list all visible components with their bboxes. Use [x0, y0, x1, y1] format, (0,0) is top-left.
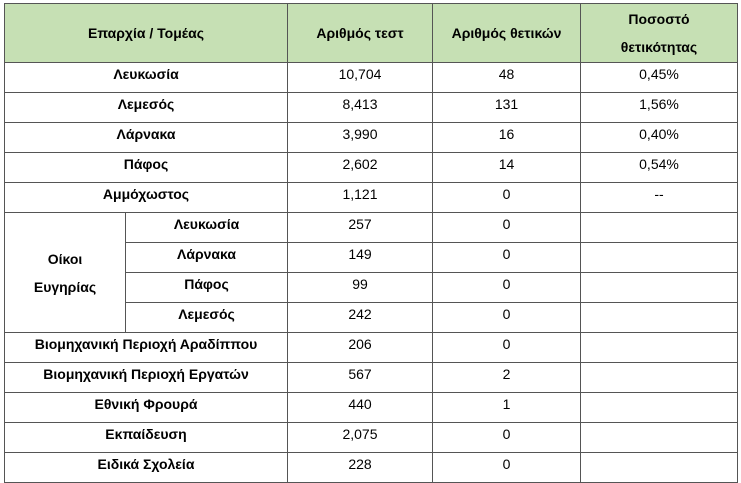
positivity-rate	[581, 453, 738, 483]
positivity-rate: 0,40%	[581, 123, 738, 153]
sector-name: Βιομηχανική Περιοχή Αραδίππου	[5, 333, 288, 363]
sector-name: Εθνική Φρουρά	[5, 393, 288, 423]
tests-count: 3,990	[288, 123, 433, 153]
care-homes-group-label	[5, 213, 126, 333]
region-name: Πάφος	[5, 153, 288, 183]
positivity-rate	[581, 273, 738, 303]
positives-count: 1	[433, 393, 581, 423]
header-positives: Αριθμός θετικών	[433, 4, 581, 63]
testing-results-table	[4, 3, 738, 483]
tests-count: 1,121	[288, 183, 433, 213]
positivity-rate	[581, 303, 738, 333]
positives-count: 0	[433, 423, 581, 453]
care-home-district: Λευκωσία	[126, 213, 288, 243]
tests-count: 206	[288, 333, 433, 363]
tests-count: 440	[288, 393, 433, 423]
tests-count: 99	[288, 273, 433, 303]
positives-count: 0	[433, 453, 581, 483]
positivity-rate	[581, 363, 738, 393]
table-row	[5, 183, 738, 213]
tests-count: 149	[288, 243, 433, 273]
table-row	[5, 363, 738, 393]
table-row	[5, 333, 738, 363]
tests-count: 8,413	[288, 93, 433, 123]
tests-count: 2,075	[288, 423, 433, 453]
positivity-rate	[581, 243, 738, 273]
positives-count: 16	[433, 123, 581, 153]
positives-count: 0	[433, 243, 581, 273]
header-rate-line1: Ποσοστό	[628, 11, 690, 27]
positivity-rate	[581, 423, 738, 453]
table-row	[5, 123, 738, 153]
region-name: Λάρνακα	[5, 123, 288, 153]
header-positivity-rate	[581, 4, 738, 63]
region-name: Αμμόχωστος	[5, 183, 288, 213]
positives-count: 14	[433, 153, 581, 183]
positivity-rate: 0,54%	[581, 153, 738, 183]
tests-count: 567	[288, 363, 433, 393]
positives-count: 0	[433, 213, 581, 243]
positives-count: 0	[433, 273, 581, 303]
positives-count: 0	[433, 183, 581, 213]
positives-count: 0	[433, 333, 581, 363]
sector-name: Βιομηχανική Περιοχή Εργατών	[5, 363, 288, 393]
care-home-district: Πάφος	[126, 273, 288, 303]
header-rate-line2: θετικότητας	[620, 39, 698, 55]
positivity-rate: 1,56%	[581, 93, 738, 123]
care-home-district: Λάρνακα	[126, 243, 288, 273]
table-row	[5, 453, 738, 483]
table-row	[5, 63, 738, 93]
region-name: Λευκωσία	[5, 63, 288, 93]
header-row	[5, 4, 738, 63]
table-row	[5, 213, 738, 243]
region-name: Λεμεσός	[5, 93, 288, 123]
header-region: Επαρχία / Τομέας	[5, 4, 288, 63]
tests-count: 257	[288, 213, 433, 243]
table-row	[5, 153, 738, 183]
positives-count: 2	[433, 363, 581, 393]
sector-name: Εκπαίδευση	[5, 423, 288, 453]
care-home-district: Λεμεσός	[126, 303, 288, 333]
positives-count: 131	[433, 93, 581, 123]
table-row	[5, 393, 738, 423]
positivity-rate	[581, 213, 738, 243]
sector-name: Ειδικά Σχολεία	[5, 453, 288, 483]
positivity-rate: --	[581, 183, 738, 213]
tests-count: 10,704	[288, 63, 433, 93]
header-tests: Αριθμός τεστ	[288, 4, 433, 63]
care-homes-label-line1: Οίκοι	[47, 251, 83, 267]
care-homes-label-line2: Ευγηρίας	[33, 279, 97, 295]
table-row	[5, 423, 738, 453]
positivity-rate	[581, 393, 738, 423]
positivity-rate: 0,45%	[581, 63, 738, 93]
positives-count: 0	[433, 303, 581, 333]
tests-count: 242	[288, 303, 433, 333]
tests-count: 228	[288, 453, 433, 483]
positivity-rate	[581, 333, 738, 363]
positives-count: 48	[433, 63, 581, 93]
table-row	[5, 93, 738, 123]
tests-count: 2,602	[288, 153, 433, 183]
